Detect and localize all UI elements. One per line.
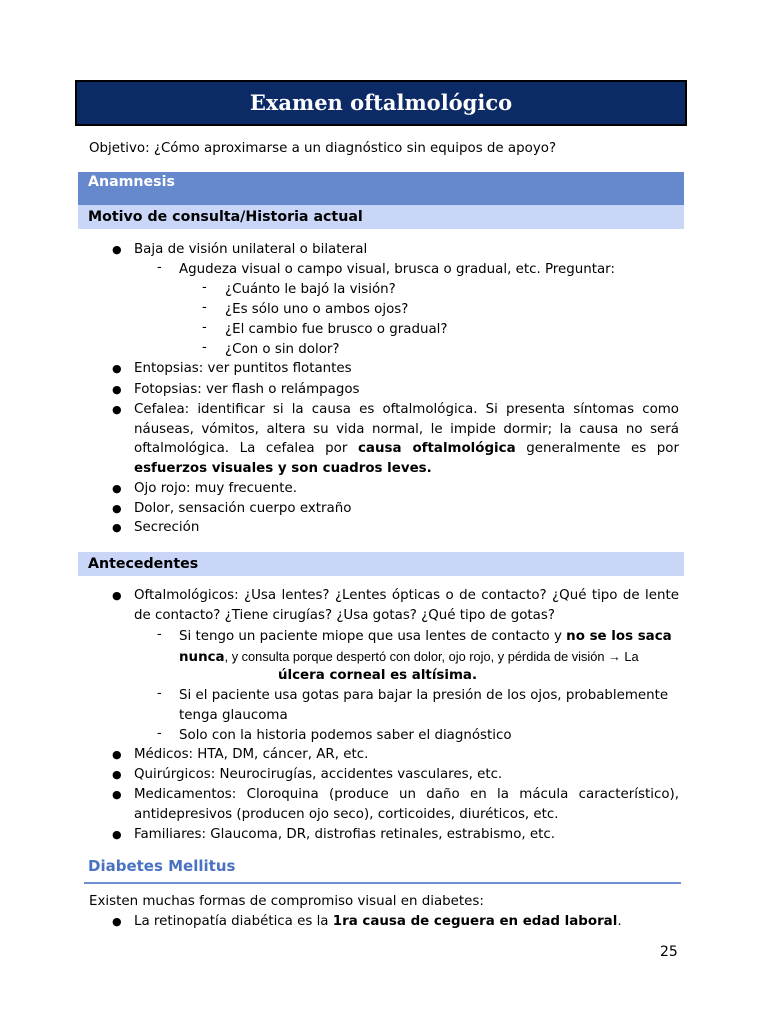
dash-icon: - [202, 320, 207, 335]
list-item [179, 647, 639, 668]
list-item: ¿Con o sin dolor? [225, 342, 340, 357]
paragraph-line: Oftalmológicos: ¿Usa lentes? ¿Lentes ópticas o de contacto? ¿Qué tipo de lente [134, 588, 679, 603]
section-header-anamnesis: Anamnesis [78, 172, 684, 205]
bullet-icon: ● [112, 915, 122, 928]
bold-text: 1ra causa de ceguera en edad laboral [332, 914, 618, 929]
list-item: Dolor, sensación cuerpo extraño [134, 501, 352, 516]
bullet-icon: ● [112, 788, 122, 801]
bullet-icon: ● [112, 502, 122, 515]
cefalea-paragraph [134, 400, 679, 478]
bold-text: no se los saca [566, 629, 672, 644]
oftalmologicos-paragraph [134, 586, 679, 625]
list-item: Agudeza visual o campo visual, brusca o gradual, etc. Preguntar: [179, 262, 615, 277]
section-header-diabetes: Diabetes Mellitus [88, 857, 236, 875]
paragraph-line: náuseas, vómitos, altera su vida normal, le impide dormir; la causa no será [134, 421, 679, 437]
bullet-icon: ● [112, 748, 122, 761]
dash-icon: - [202, 340, 207, 355]
dash-icon: - [202, 280, 207, 295]
text-span: . [617, 914, 622, 929]
bullet-icon: ● [112, 403, 122, 416]
list-item: Si el paciente usa gotas para bajar la presión de los ojos, probablemente [179, 688, 669, 703]
list-item: Fotopsias: ver flash o relámpagos [134, 382, 360, 397]
paragraph-line [134, 439, 679, 459]
medicamentos-paragraph [134, 785, 679, 824]
dash-icon: - [157, 260, 162, 275]
bullet-icon: ● [112, 768, 122, 781]
page-number: 25 [660, 944, 678, 960]
dash-icon: - [157, 627, 162, 642]
text-span: La retinopatía diabética es la [134, 914, 329, 929]
paragraph-line: antidepresivos (producen ojo seco), corticoides, diuréticos, etc. [134, 806, 559, 822]
list-item: Familiares: Glaucoma, DR, distrofias retinales, estrabismo, etc. [134, 827, 556, 842]
list-item: Médicos: HTA, DM, cáncer, AR, etc. [134, 747, 369, 762]
page-title: Examen oftalmológico [75, 80, 687, 126]
text-span: Si tengo un paciente miope que usa lentes de contacto y [179, 629, 562, 644]
paragraph-line: Cefalea: identificar si la causa es oftalmológica. Si presenta síntomas como [134, 402, 679, 417]
bullet-icon: ● [112, 362, 122, 375]
list-item: ¿El cambio fue brusco o gradual? [225, 322, 448, 337]
bullet-icon: ● [112, 828, 122, 841]
bold-text: úlcera corneal es altísima. [278, 668, 478, 683]
list-item [134, 912, 622, 932]
list-item: ¿Cuánto le bajó la visión? [225, 282, 396, 297]
bullet-icon: ● [112, 521, 122, 534]
bold-text: nunca [179, 650, 225, 665]
objective-text: Objetivo: ¿Cómo aproximarse a un diagnóstico sin equipos de apoyo? [89, 141, 557, 156]
text-span: generalmente es por [526, 441, 679, 457]
paragraph-line: de contacto? ¿Tiene cirugías? ¿Usa gotas? ¿Qué tipo de gotas? [134, 607, 555, 623]
text-span: , y consulta porque despertó con dolor, ojo rojo, y pérdida de visión → La [224, 649, 639, 664]
list-item: Quirúrgicos: Neurocirugías, accidentes vasculares, etc. [134, 767, 503, 782]
paragraph: Existen muchas formas de compromiso visual en diabetes: [89, 894, 484, 909]
list-item: Baja de visión unilateral o bilateral [134, 242, 368, 257]
list-item: Secreción [134, 520, 200, 535]
bold-text: esfuerzos visuales y son cuadros leves. [134, 460, 432, 476]
list-item: Ojo rojo: muy frecuente. [134, 481, 297, 496]
paragraph-line: Medicamentos: Cloroquina (produce un daño en la mácula característico), [134, 787, 679, 802]
dash-icon: - [157, 726, 162, 741]
section-divider [84, 882, 681, 884]
bullet-icon: ● [112, 383, 122, 396]
bullet-icon: ● [112, 589, 122, 602]
list-item: ¿Es sólo uno o ambos ojos? [225, 302, 409, 317]
bullet-icon: ● [112, 482, 122, 495]
bullet-icon: ● [112, 243, 122, 256]
list-item: Solo con la historia podemos saber el diagnóstico [179, 728, 512, 743]
section-header-motivo: Motivo de consulta/Historia actual [78, 205, 684, 229]
list-item: tenga glaucoma [179, 708, 288, 723]
list-item [179, 627, 672, 647]
bold-text: causa oftalmológica [357, 441, 516, 457]
dash-icon: - [157, 686, 162, 701]
list-item: Entopsias: ver puntitos flotantes [134, 361, 352, 376]
section-header-antecedentes: Antecedentes [78, 552, 684, 576]
dash-icon: - [202, 300, 207, 315]
text-span: oftalmológica. La cefalea por [134, 441, 348, 457]
